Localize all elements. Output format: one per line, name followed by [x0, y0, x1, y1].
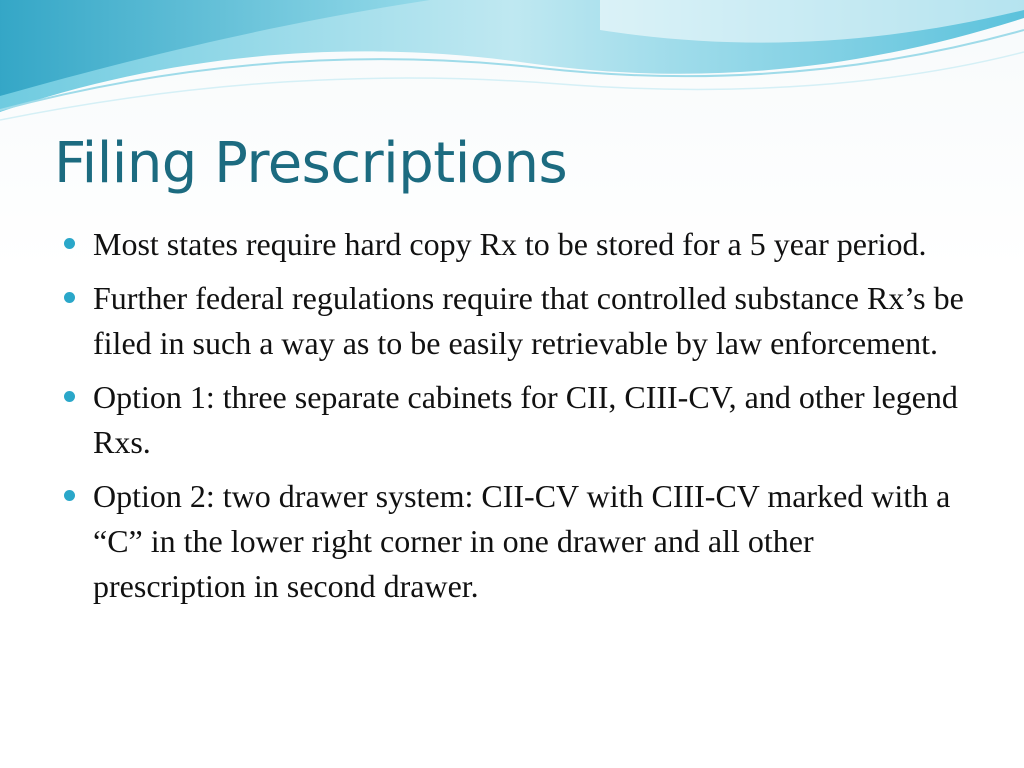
bullet-text: Further federal regulations require that controlled substance Rx’s be filed in such a way as to be easily retrievable by law enforcement.: [93, 280, 964, 361]
bullet-item: [64, 222, 964, 267]
bullet-list: [64, 222, 964, 618]
bullet-dot-icon: [64, 292, 75, 303]
bullet-text: Most states require hard copy Rx to be stored for a 5 year period.: [93, 226, 927, 262]
bullet-text: Option 2: two drawer system: CII-CV with CIII-CV marked with a “C” in the lower right corner in one drawer and all other prescription in second drawer.: [93, 478, 951, 604]
bullet-dot-icon: [64, 490, 75, 501]
bullet-item: [64, 375, 964, 465]
bullet-dot-icon: [64, 391, 75, 402]
bullet-dot-icon: [64, 238, 75, 249]
bullet-text: Option 1: three separate cabinets for CII, CIII-CV, and other legend Rxs.: [93, 379, 958, 460]
bullet-item: [64, 474, 964, 609]
slide-title: Filing Prescriptions: [54, 131, 568, 196]
header-wave-decoration: [0, 0, 1024, 130]
bullet-item: [64, 276, 964, 366]
